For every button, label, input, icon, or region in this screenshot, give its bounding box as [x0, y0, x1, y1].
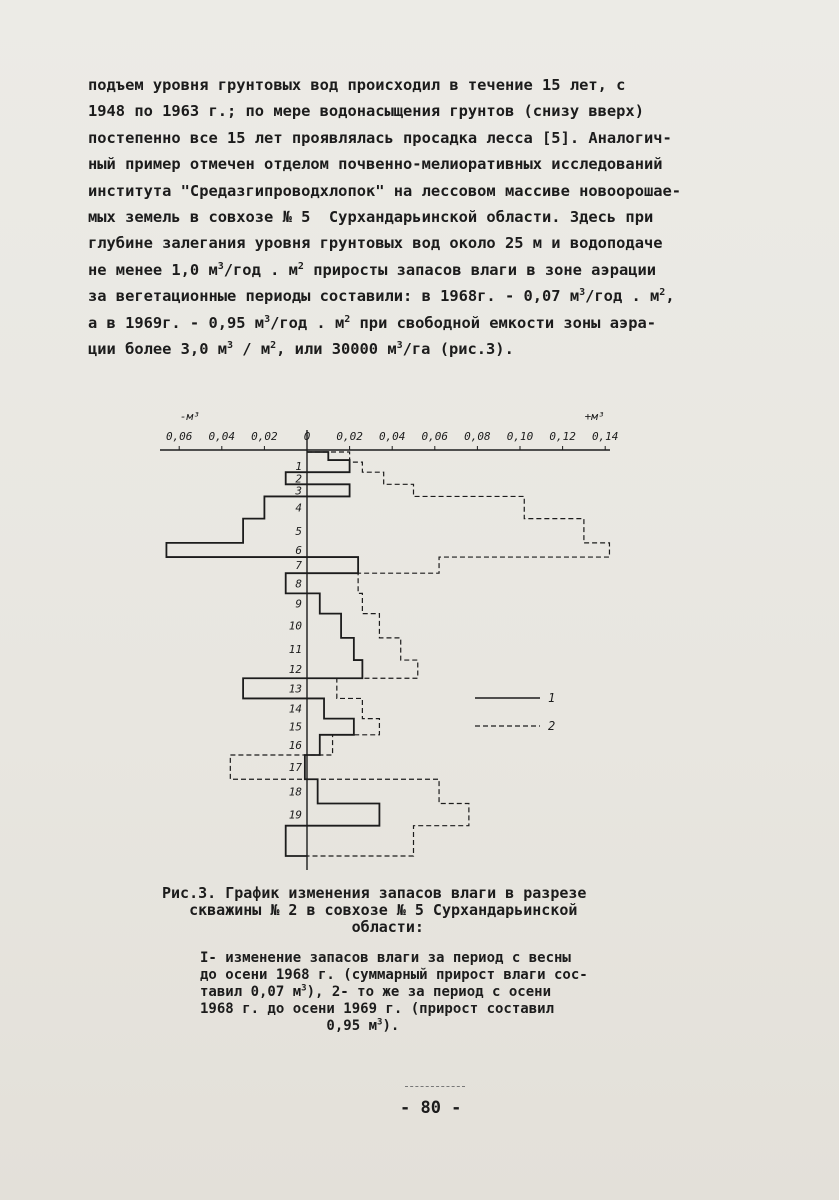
para-text: /га (рис.3). [402, 340, 514, 359]
superscript: 3 [579, 287, 586, 299]
figure-notes [200, 950, 760, 1035]
para-line: 1948 по 1963 г.; по мере водонасыщения грунтов (снизу вверх) [88, 102, 644, 121]
body-paragraph [88, 72, 788, 362]
figure-caption [162, 885, 762, 936]
x-tick-label: 0,02 [336, 430, 363, 443]
notes-text: ). [382, 1018, 400, 1034]
layer-label: 10 [288, 619, 302, 633]
footer-divider [405, 1086, 465, 1087]
superscript: 2 [659, 287, 666, 299]
para-line: постепенно все 15 лет проявлялась просадка лесса [5]. Аналогич- [88, 128, 672, 147]
notes-line [200, 1001, 760, 1018]
x-tick-label: 0,06 [421, 430, 449, 443]
x-tick-label: 0,04 [378, 430, 406, 443]
superscript: 3 [396, 339, 403, 351]
layer-label: 11 [288, 642, 302, 656]
para-text: /год . м [223, 260, 298, 279]
x-tick-label: 0 [303, 430, 311, 443]
layer-label: 17 [288, 761, 302, 775]
para-text: , или 30000 м [276, 340, 397, 359]
notes-line [200, 1018, 760, 1035]
notes-text: тавил 0,07 м [200, 984, 302, 1000]
caption-line: области: [162, 918, 424, 936]
para-line: ный пример отмечен отделом почвенно-мелиоративных исследований [88, 155, 663, 174]
superscript: 3 [217, 260, 224, 272]
superscript: 2 [270, 339, 277, 351]
para-line: глубине залегания уровня грунтовых вод около 25 м и водоподаче [88, 234, 663, 253]
para-text: приросты запасов влаги в зоне аэрации [303, 260, 657, 279]
para-line: подъем уровня грунтовых вод происходил в течение 15 лет, с [88, 76, 626, 94]
layer-label: 8 [295, 577, 302, 591]
x-tick-label: 0,10 [506, 430, 534, 443]
superscript: 3 [301, 983, 307, 994]
notes-text: до осени 1968 г. (суммарный прирост влаги сос- [200, 967, 588, 983]
para-text: / м [233, 340, 271, 359]
para-line: мых земель в совхозе № 5 Сурхандарьинской области. Здесь при [88, 208, 654, 227]
layer-label: 13 [288, 682, 302, 696]
x-tick-label: 0,04 [208, 430, 236, 443]
x-axis-right-label: +м³ [584, 410, 605, 423]
layer-label: 19 [288, 808, 302, 822]
layer-label: 2 [295, 472, 302, 486]
moisture-change-chart [150, 400, 650, 880]
caption-line: Рис.3. График изменения запасов влаги в разрезе [162, 884, 587, 902]
layer-label: 4 [295, 501, 302, 515]
page-number: - 80 - [400, 1098, 462, 1118]
layer-label: 14 [288, 702, 302, 716]
layer-label: 16 [288, 738, 302, 752]
notes-text: 0,95 м [200, 1018, 378, 1034]
legend-label: 2 [548, 719, 556, 733]
x-tick-label: 0,02 [251, 430, 278, 443]
x-tick-label: 0,14 [591, 430, 619, 443]
x-tick-label: 0,12 [549, 430, 576, 443]
x-axis-left-label: -м³ [179, 410, 200, 423]
para-line: института "Средазгипроводхлопок" на лессовом массиве новоорошае- [88, 181, 682, 200]
superscript: 3 [227, 339, 234, 351]
para-text: , [665, 287, 675, 306]
para-line [88, 283, 788, 309]
layer-label: 7 [295, 559, 302, 573]
layer-label: 5 [295, 524, 302, 538]
layer-label: 3 [295, 484, 302, 498]
superscript: 3 [264, 313, 271, 325]
notes-line [200, 967, 760, 984]
para-line [88, 257, 788, 283]
layer-label: 6 [295, 543, 302, 557]
layer-label: 15 [288, 720, 302, 734]
x-tick-label: 0,06 [165, 430, 193, 443]
para-text: а в 1969г. - 0,95 м [88, 313, 265, 332]
series-1-outline [166, 452, 379, 856]
para-line [88, 310, 788, 336]
para-line [88, 336, 788, 362]
layer-label: 1 [295, 460, 302, 474]
para-text: ции более 3,0 м [88, 340, 227, 359]
notes-text: I- изменение запасов влаги за период с весны [200, 950, 571, 966]
legend-label: 1 [548, 691, 556, 705]
superscript: 3 [377, 1017, 383, 1028]
para-text: при свободной емкости зоны аэра- [350, 313, 657, 332]
para-text: /год . м [585, 287, 660, 306]
notes-text: ), 2- то же за период с осени [306, 984, 552, 1000]
series-2-outline [230, 452, 609, 856]
superscript: 2 [297, 260, 304, 272]
para-text: за вегетационные периоды составили: в 1968г. - 0,07 м [88, 287, 580, 306]
para-text: не менее 1,0 м [88, 260, 218, 279]
layer-label: 9 [295, 597, 302, 611]
para-text: /год . м [270, 313, 345, 332]
layer-label: 12 [288, 663, 302, 677]
superscript: 2 [344, 313, 351, 325]
notes-line [200, 950, 760, 967]
notes-line [200, 984, 760, 1001]
caption-line: скважины № 2 в совхозе № 5 Сурхандарьинской [162, 901, 578, 919]
layer-label: 18 [288, 785, 302, 799]
notes-text: 1968 г. до осени 1969 г. (прирост составил [200, 1001, 555, 1017]
x-tick-label: 0,08 [464, 430, 491, 443]
